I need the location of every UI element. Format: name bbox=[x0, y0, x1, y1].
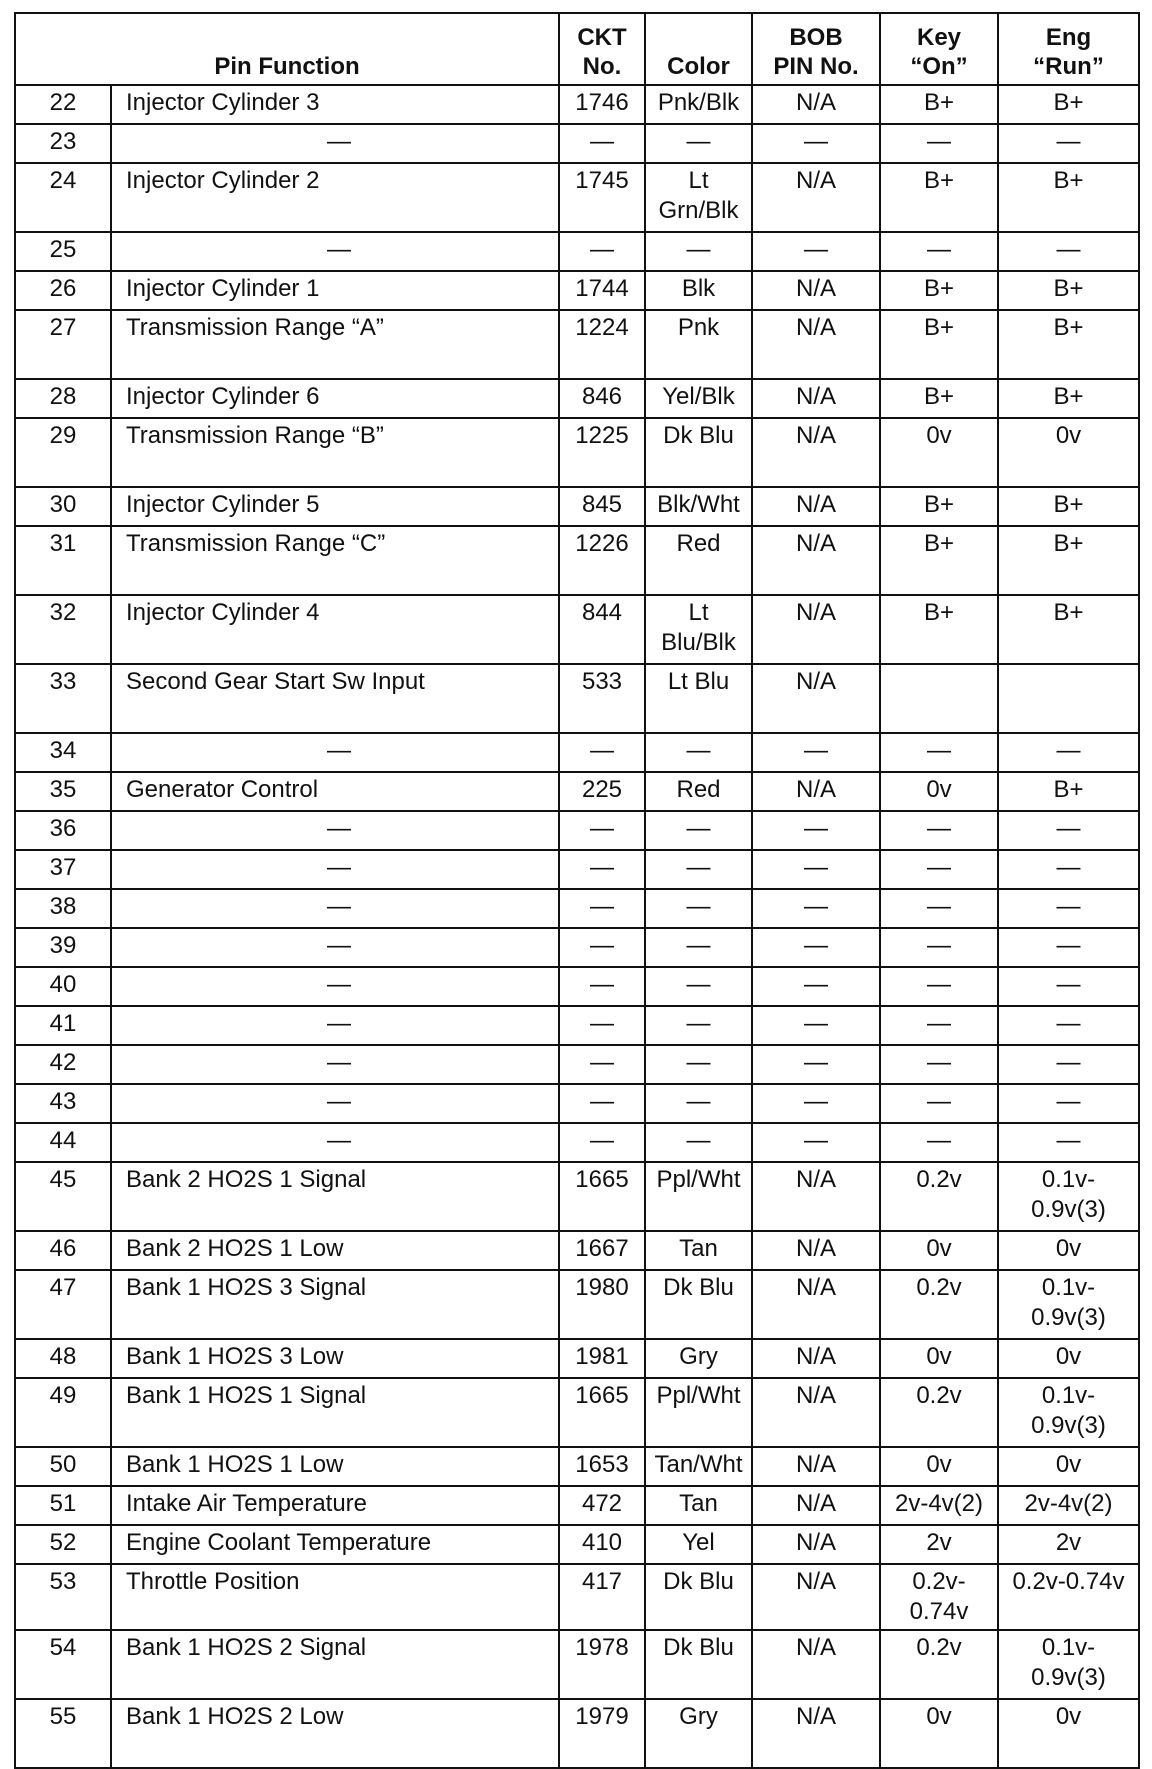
circuit-number-cell: — bbox=[559, 1084, 645, 1123]
table-row bbox=[15, 1564, 1139, 1630]
key-on-value-cell: B+ bbox=[880, 487, 998, 526]
pin-function-cell: Transmission Range “A” bbox=[111, 310, 559, 379]
key-on-value-cell: — bbox=[880, 124, 998, 163]
table-row bbox=[15, 1486, 1139, 1525]
wire-color-cell: — bbox=[645, 1084, 752, 1123]
key-on-value-cell: — bbox=[880, 850, 998, 889]
eng-run-value-cell: B+ bbox=[998, 595, 1139, 664]
pin-function-cell: Bank 2 HO2S 1 Low bbox=[111, 1231, 559, 1270]
table-row bbox=[15, 1084, 1139, 1123]
key-on-value-cell: 0.2v-0.74v bbox=[880, 1564, 998, 1630]
key-on-value-cell: — bbox=[880, 811, 998, 850]
pin-function-cell: Transmission Range “B” bbox=[111, 418, 559, 487]
eng-run-value-cell: — bbox=[998, 232, 1139, 271]
wire-color-cell: Dk Blu bbox=[645, 1564, 752, 1630]
table-row bbox=[15, 1231, 1139, 1270]
circuit-number-cell: 1746 bbox=[559, 85, 645, 124]
eng-run-value-cell: — bbox=[998, 850, 1139, 889]
key-on-value-cell: 2v bbox=[880, 1525, 998, 1564]
pin-function-cell: — bbox=[111, 889, 559, 928]
circuit-number-cell: 1225 bbox=[559, 418, 645, 487]
circuit-number-cell: — bbox=[559, 1123, 645, 1162]
key-on-value-cell: 0v bbox=[880, 1447, 998, 1486]
bob-pin-cell: N/A bbox=[752, 772, 880, 811]
key-on-value-cell: B+ bbox=[880, 379, 998, 418]
circuit-number-cell: 846 bbox=[559, 379, 645, 418]
pin-number-cell: 38 bbox=[15, 889, 111, 928]
pin-function-cell: — bbox=[111, 1084, 559, 1123]
wire-color-cell: Pnk bbox=[645, 310, 752, 379]
bob-pin-cell: — bbox=[752, 850, 880, 889]
eng-run-value-cell: 0v bbox=[998, 418, 1139, 487]
bob-pin-cell: N/A bbox=[752, 379, 880, 418]
table-row bbox=[15, 232, 1139, 271]
pin-number-cell: 39 bbox=[15, 928, 111, 967]
pinout-page bbox=[14, 12, 1138, 1769]
wire-color-cell: — bbox=[645, 733, 752, 772]
eng-run-value-cell: — bbox=[998, 889, 1139, 928]
wire-color-cell: — bbox=[645, 928, 752, 967]
key-on-value-cell: 0v bbox=[880, 1231, 998, 1270]
bob-pin-cell: — bbox=[752, 232, 880, 271]
bob-pin-cell: N/A bbox=[752, 1447, 880, 1486]
table-row bbox=[15, 271, 1139, 310]
pin-function-cell: — bbox=[111, 733, 559, 772]
table-row bbox=[15, 163, 1139, 232]
table-row bbox=[15, 1378, 1139, 1447]
eng-run-value-cell: 0v bbox=[998, 1339, 1139, 1378]
bob-pin-cell: N/A bbox=[752, 1231, 880, 1270]
wire-color-cell: — bbox=[645, 1045, 752, 1084]
bob-pin-cell: N/A bbox=[752, 85, 880, 124]
pin-number-cell: 31 bbox=[15, 526, 111, 595]
circuit-number-cell: 1981 bbox=[559, 1339, 645, 1378]
table-row bbox=[15, 1270, 1139, 1339]
table-row bbox=[15, 379, 1139, 418]
table-row bbox=[15, 664, 1139, 733]
key-on-value-cell: 0.2v bbox=[880, 1270, 998, 1339]
eng-run-value-cell: 0.1v-0.9v(3) bbox=[998, 1378, 1139, 1447]
table-row bbox=[15, 487, 1139, 526]
pin-number-cell: 55 bbox=[15, 1699, 111, 1768]
circuit-number-cell: 1744 bbox=[559, 271, 645, 310]
pin-function-cell: Second Gear Start Sw Input bbox=[111, 664, 559, 733]
header-bob-pin-no: BOB PIN No. bbox=[752, 13, 880, 85]
circuit-number-cell: — bbox=[559, 928, 645, 967]
key-on-value-cell: — bbox=[880, 928, 998, 967]
eng-run-value-cell: B+ bbox=[998, 772, 1139, 811]
eng-run-value-cell: 2v-4v(2) bbox=[998, 1486, 1139, 1525]
pin-function-cell: Injector Cylinder 2 bbox=[111, 163, 559, 232]
key-on-value-cell: 0v bbox=[880, 772, 998, 811]
pin-function-cell: Injector Cylinder 4 bbox=[111, 595, 559, 664]
key-on-value-cell: B+ bbox=[880, 163, 998, 232]
eng-run-value-cell: B+ bbox=[998, 379, 1139, 418]
bob-pin-cell: — bbox=[752, 811, 880, 850]
circuit-number-cell: — bbox=[559, 733, 645, 772]
pin-function-cell: Throttle Position bbox=[111, 1564, 559, 1630]
bob-pin-cell: N/A bbox=[752, 487, 880, 526]
pin-function-cell: Bank 1 HO2S 3 Low bbox=[111, 1339, 559, 1378]
pin-number-cell: 49 bbox=[15, 1378, 111, 1447]
key-on-value-cell: — bbox=[880, 1084, 998, 1123]
circuit-number-cell: 533 bbox=[559, 664, 645, 733]
eng-run-value-cell: — bbox=[998, 1123, 1139, 1162]
pin-number-cell: 36 bbox=[15, 811, 111, 850]
pin-number-cell: 34 bbox=[15, 733, 111, 772]
wire-color-cell: Yel/Blk bbox=[645, 379, 752, 418]
bob-pin-cell: N/A bbox=[752, 1564, 880, 1630]
header-color: Color bbox=[645, 13, 752, 85]
eng-run-value-cell: — bbox=[998, 967, 1139, 1006]
table-row bbox=[15, 772, 1139, 811]
circuit-number-cell: — bbox=[559, 811, 645, 850]
table-row bbox=[15, 889, 1139, 928]
key-on-value-cell: — bbox=[880, 733, 998, 772]
table-row bbox=[15, 124, 1139, 163]
table-row bbox=[15, 811, 1139, 850]
key-on-value-cell: B+ bbox=[880, 310, 998, 379]
table-row bbox=[15, 526, 1139, 595]
wire-color-cell: Ppl/Wht bbox=[645, 1378, 752, 1447]
pin-function-cell: — bbox=[111, 928, 559, 967]
pin-function-cell: Generator Control bbox=[111, 772, 559, 811]
wire-color-cell: Yel bbox=[645, 1525, 752, 1564]
bob-pin-cell: — bbox=[752, 967, 880, 1006]
pin-function-cell: Bank 1 HO2S 2 Low bbox=[111, 1699, 559, 1768]
bob-pin-cell: N/A bbox=[752, 310, 880, 379]
bob-pin-cell: N/A bbox=[752, 163, 880, 232]
wire-color-cell: Blk/Wht bbox=[645, 487, 752, 526]
bob-pin-cell: N/A bbox=[752, 1486, 880, 1525]
circuit-number-cell: 1653 bbox=[559, 1447, 645, 1486]
pin-function-cell: Bank 1 HO2S 1 Signal bbox=[111, 1378, 559, 1447]
pin-number-cell: 45 bbox=[15, 1162, 111, 1231]
eng-run-value-cell: 0v bbox=[998, 1699, 1139, 1768]
bob-pin-cell: — bbox=[752, 124, 880, 163]
pin-number-cell: 22 bbox=[15, 85, 111, 124]
pin-function-cell: Bank 1 HO2S 1 Low bbox=[111, 1447, 559, 1486]
eng-run-value-cell: B+ bbox=[998, 526, 1139, 595]
pin-number-cell: 24 bbox=[15, 163, 111, 232]
wire-color-cell: Red bbox=[645, 526, 752, 595]
pin-number-cell: 32 bbox=[15, 595, 111, 664]
bob-pin-cell: — bbox=[752, 1123, 880, 1162]
eng-run-value-cell: 0.1v-0.9v(3) bbox=[998, 1162, 1139, 1231]
key-on-value-cell: — bbox=[880, 1123, 998, 1162]
pin-number-cell: 37 bbox=[15, 850, 111, 889]
eng-run-value-cell: 0v bbox=[998, 1231, 1139, 1270]
circuit-number-cell: 1980 bbox=[559, 1270, 645, 1339]
circuit-number-cell: — bbox=[559, 124, 645, 163]
pin-number-cell: 33 bbox=[15, 664, 111, 733]
table-row bbox=[15, 85, 1139, 124]
pin-function-cell: Transmission Range “C” bbox=[111, 526, 559, 595]
wire-color-cell: Tan bbox=[645, 1486, 752, 1525]
pin-number-cell: 43 bbox=[15, 1084, 111, 1123]
circuit-number-cell: — bbox=[559, 1006, 645, 1045]
wire-color-cell: Lt Grn/Blk bbox=[645, 163, 752, 232]
pin-function-cell: — bbox=[111, 232, 559, 271]
bob-pin-cell: N/A bbox=[752, 595, 880, 664]
wire-color-cell: — bbox=[645, 1123, 752, 1162]
table-row bbox=[15, 1525, 1139, 1564]
bob-pin-cell: N/A bbox=[752, 664, 880, 733]
bob-pin-cell: — bbox=[752, 889, 880, 928]
bob-pin-cell: N/A bbox=[752, 526, 880, 595]
table-row bbox=[15, 1162, 1139, 1231]
eng-run-value-cell: 2v bbox=[998, 1525, 1139, 1564]
table-row bbox=[15, 310, 1139, 379]
circuit-number-cell: 1979 bbox=[559, 1699, 645, 1768]
pin-number-cell: 47 bbox=[15, 1270, 111, 1339]
wire-color-cell: Red bbox=[645, 772, 752, 811]
pin-number-cell: 30 bbox=[15, 487, 111, 526]
circuit-number-cell: — bbox=[559, 1045, 645, 1084]
header-pin-function: Pin Function bbox=[15, 13, 559, 85]
table-row bbox=[15, 1006, 1139, 1045]
circuit-number-cell: 410 bbox=[559, 1525, 645, 1564]
pin-number-cell: 46 bbox=[15, 1231, 111, 1270]
pin-number-cell: 35 bbox=[15, 772, 111, 811]
pin-function-cell: — bbox=[111, 1045, 559, 1084]
table-row bbox=[15, 1630, 1139, 1699]
circuit-number-cell: 845 bbox=[559, 487, 645, 526]
key-on-value-cell: — bbox=[880, 889, 998, 928]
table-row bbox=[15, 850, 1139, 889]
wire-color-cell: Pnk/Blk bbox=[645, 85, 752, 124]
table-row bbox=[15, 418, 1139, 487]
key-on-value-cell: — bbox=[880, 1045, 998, 1084]
pin-number-cell: 54 bbox=[15, 1630, 111, 1699]
table-row bbox=[15, 733, 1139, 772]
wire-color-cell: Ppl/Wht bbox=[645, 1162, 752, 1231]
circuit-number-cell: — bbox=[559, 850, 645, 889]
pin-number-cell: 28 bbox=[15, 379, 111, 418]
circuit-number-cell: 417 bbox=[559, 1564, 645, 1630]
key-on-value-cell bbox=[880, 664, 998, 733]
circuit-number-cell: 225 bbox=[559, 772, 645, 811]
wire-color-cell: — bbox=[645, 967, 752, 1006]
bob-pin-cell: N/A bbox=[752, 1525, 880, 1564]
bob-pin-cell: N/A bbox=[752, 418, 880, 487]
bob-pin-cell: — bbox=[752, 1045, 880, 1084]
key-on-value-cell: 0v bbox=[880, 1699, 998, 1768]
key-on-value-cell: 0v bbox=[880, 1339, 998, 1378]
bob-pin-cell: — bbox=[752, 1006, 880, 1045]
pinout-table bbox=[14, 12, 1140, 1769]
circuit-number-cell: 844 bbox=[559, 595, 645, 664]
table-row bbox=[15, 1123, 1139, 1162]
pin-number-cell: 44 bbox=[15, 1123, 111, 1162]
eng-run-value-cell: — bbox=[998, 1006, 1139, 1045]
circuit-number-cell: — bbox=[559, 967, 645, 1006]
pin-function-cell: Bank 1 HO2S 2 Signal bbox=[111, 1630, 559, 1699]
wire-color-cell: Tan/Wht bbox=[645, 1447, 752, 1486]
pin-function-cell: Intake Air Temperature bbox=[111, 1486, 559, 1525]
circuit-number-cell: — bbox=[559, 889, 645, 928]
bob-pin-cell: N/A bbox=[752, 1270, 880, 1339]
wire-color-cell: — bbox=[645, 1006, 752, 1045]
table-row bbox=[15, 1045, 1139, 1084]
circuit-number-cell: 1226 bbox=[559, 526, 645, 595]
pin-function-cell: Bank 2 HO2S 1 Signal bbox=[111, 1162, 559, 1231]
eng-run-value-cell: — bbox=[998, 1084, 1139, 1123]
eng-run-value-cell: B+ bbox=[998, 310, 1139, 379]
pin-function-cell: — bbox=[111, 967, 559, 1006]
circuit-number-cell: 1224 bbox=[559, 310, 645, 379]
table-row bbox=[15, 928, 1139, 967]
bob-pin-cell: — bbox=[752, 1084, 880, 1123]
eng-run-value-cell: B+ bbox=[998, 163, 1139, 232]
wire-color-cell: Dk Blu bbox=[645, 418, 752, 487]
eng-run-value-cell: 0v bbox=[998, 1447, 1139, 1486]
wire-color-cell: — bbox=[645, 889, 752, 928]
key-on-value-cell: B+ bbox=[880, 526, 998, 595]
bob-pin-cell: N/A bbox=[752, 1339, 880, 1378]
bob-pin-cell: N/A bbox=[752, 1699, 880, 1768]
pin-number-cell: 25 bbox=[15, 232, 111, 271]
table-row bbox=[15, 595, 1139, 664]
wire-color-cell: Lt Blu bbox=[645, 664, 752, 733]
wire-color-cell: — bbox=[645, 850, 752, 889]
header-ckt-no: CKT No. bbox=[559, 13, 645, 85]
eng-run-value-cell: 0.1v-0.9v(3) bbox=[998, 1630, 1139, 1699]
circuit-number-cell: 1667 bbox=[559, 1231, 645, 1270]
key-on-value-cell: 0.2v bbox=[880, 1630, 998, 1699]
eng-run-value-cell: — bbox=[998, 733, 1139, 772]
table-row bbox=[15, 1339, 1139, 1378]
pin-number-cell: 53 bbox=[15, 1564, 111, 1630]
header-eng-run: Eng “Run” bbox=[998, 13, 1139, 85]
pin-function-cell: — bbox=[111, 850, 559, 889]
pin-number-cell: 29 bbox=[15, 418, 111, 487]
key-on-value-cell: 0.2v bbox=[880, 1162, 998, 1231]
pin-number-cell: 27 bbox=[15, 310, 111, 379]
pin-function-cell: — bbox=[111, 811, 559, 850]
wire-color-cell: Blk bbox=[645, 271, 752, 310]
pin-function-cell: Injector Cylinder 6 bbox=[111, 379, 559, 418]
eng-run-value-cell bbox=[998, 664, 1139, 733]
wire-color-cell: Dk Blu bbox=[645, 1630, 752, 1699]
eng-run-value-cell: — bbox=[998, 811, 1139, 850]
pin-number-cell: 40 bbox=[15, 967, 111, 1006]
pin-number-cell: 48 bbox=[15, 1339, 111, 1378]
circuit-number-cell: — bbox=[559, 232, 645, 271]
key-on-value-cell: 2v-4v(2) bbox=[880, 1486, 998, 1525]
header-key-on: Key “On” bbox=[880, 13, 998, 85]
pin-number-cell: 52 bbox=[15, 1525, 111, 1564]
key-on-value-cell: — bbox=[880, 967, 998, 1006]
eng-run-value-cell: B+ bbox=[998, 85, 1139, 124]
pin-number-cell: 50 bbox=[15, 1447, 111, 1486]
bob-pin-cell: N/A bbox=[752, 1162, 880, 1231]
pin-function-cell: — bbox=[111, 124, 559, 163]
pin-number-cell: 41 bbox=[15, 1006, 111, 1045]
wire-color-cell: Gry bbox=[645, 1699, 752, 1768]
bob-pin-cell: N/A bbox=[752, 1378, 880, 1447]
eng-run-value-cell: B+ bbox=[998, 487, 1139, 526]
header-row bbox=[15, 13, 1139, 85]
eng-run-value-cell: 0.1v-0.9v(3) bbox=[998, 1270, 1139, 1339]
pin-function-cell: Engine Coolant Temperature bbox=[111, 1525, 559, 1564]
circuit-number-cell: 1665 bbox=[559, 1378, 645, 1447]
pin-function-cell: Bank 1 HO2S 3 Signal bbox=[111, 1270, 559, 1339]
wire-color-cell: Dk Blu bbox=[645, 1270, 752, 1339]
key-on-value-cell: — bbox=[880, 232, 998, 271]
pin-function-cell: Injector Cylinder 5 bbox=[111, 487, 559, 526]
eng-run-value-cell: — bbox=[998, 124, 1139, 163]
bob-pin-cell: N/A bbox=[752, 1630, 880, 1699]
pin-number-cell: 42 bbox=[15, 1045, 111, 1084]
eng-run-value-cell: — bbox=[998, 928, 1139, 967]
wire-color-cell: Gry bbox=[645, 1339, 752, 1378]
key-on-value-cell: — bbox=[880, 1006, 998, 1045]
key-on-value-cell: B+ bbox=[880, 85, 998, 124]
wire-color-cell: Lt Blu/Blk bbox=[645, 595, 752, 664]
pin-function-cell: — bbox=[111, 1123, 559, 1162]
bob-pin-cell: — bbox=[752, 928, 880, 967]
circuit-number-cell: 1665 bbox=[559, 1162, 645, 1231]
eng-run-value-cell: B+ bbox=[998, 271, 1139, 310]
pin-number-cell: 26 bbox=[15, 271, 111, 310]
eng-run-value-cell: 0.2v-0.74v bbox=[998, 1564, 1139, 1630]
eng-run-value-cell: — bbox=[998, 1045, 1139, 1084]
pin-function-cell: Injector Cylinder 3 bbox=[111, 85, 559, 124]
table-row bbox=[15, 1447, 1139, 1486]
circuit-number-cell: 1978 bbox=[559, 1630, 645, 1699]
key-on-value-cell: B+ bbox=[880, 271, 998, 310]
wire-color-cell: — bbox=[645, 124, 752, 163]
wire-color-cell: — bbox=[645, 811, 752, 850]
wire-color-cell: — bbox=[645, 232, 752, 271]
bob-pin-cell: — bbox=[752, 733, 880, 772]
pin-function-cell: Injector Cylinder 1 bbox=[111, 271, 559, 310]
pinout-rows bbox=[15, 85, 1139, 1768]
key-on-value-cell: B+ bbox=[880, 595, 998, 664]
circuit-number-cell: 1745 bbox=[559, 163, 645, 232]
key-on-value-cell: 0v bbox=[880, 418, 998, 487]
table-row bbox=[15, 967, 1139, 1006]
pin-function-cell: — bbox=[111, 1006, 559, 1045]
pin-number-cell: 51 bbox=[15, 1486, 111, 1525]
key-on-value-cell: 0.2v bbox=[880, 1378, 998, 1447]
bob-pin-cell: N/A bbox=[752, 271, 880, 310]
circuit-number-cell: 472 bbox=[559, 1486, 645, 1525]
wire-color-cell: Tan bbox=[645, 1231, 752, 1270]
pin-number-cell: 23 bbox=[15, 124, 111, 163]
